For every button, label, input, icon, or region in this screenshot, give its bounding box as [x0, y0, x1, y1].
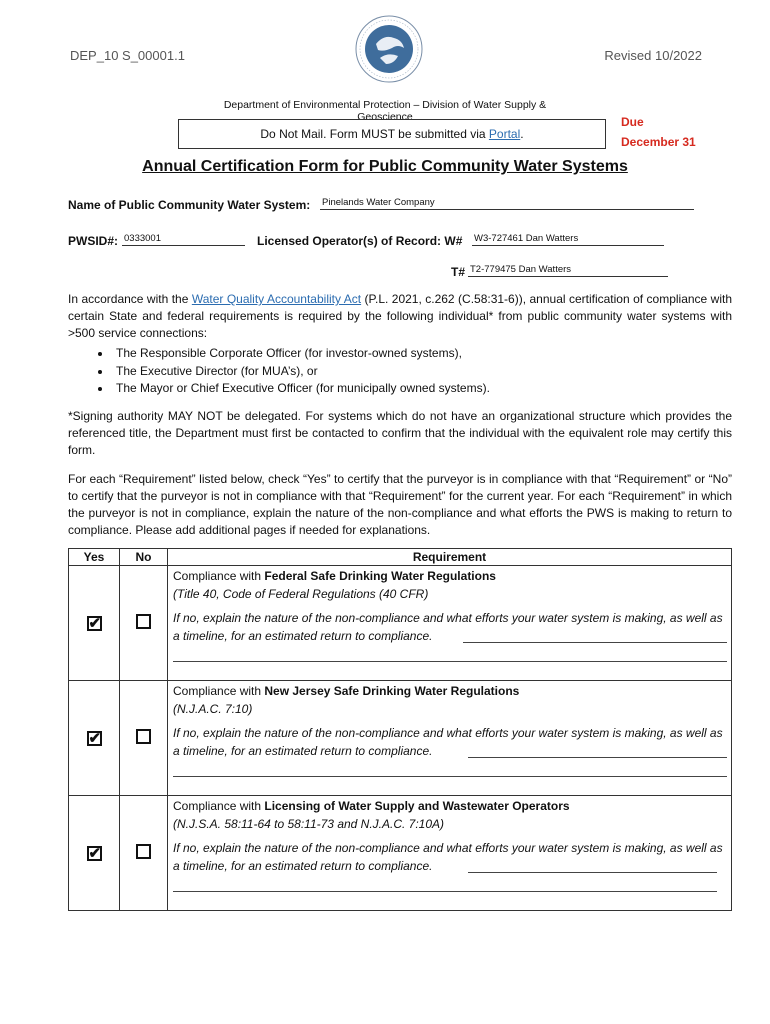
col-yes-header: Yes	[69, 549, 120, 566]
requirement-title: New Jersey Safe Drinking Water Regulations	[264, 684, 520, 698]
due-notice: Due December 31	[621, 115, 696, 149]
instructions-paragraph: For each “Requirement” listed below, check “Yes” to certify that the purveyor is in compliance with that “Requirement” or “No” to certify that the purveyor is not in compliance with that “Requirement” for the current year. For each “Requirement” in which the purveyor is not in compliance, explain the nature of the non-compliance and what efforts the PWS is making to return to compliance. Please add additional pages if needed for explanations.	[68, 472, 732, 537]
nj-dep-seal-icon	[354, 14, 424, 84]
explanation-prompt: If no, explain the nature of the non-compliance and what efforts your water system is making, as well as a timeline, for an estimated return to compliance.	[173, 726, 723, 758]
explanation-line[interactable]	[173, 758, 727, 777]
operator-t-label: T#	[451, 265, 466, 279]
system-name-field[interactable]: Pinelands Water Company	[320, 196, 694, 210]
col-no-header: No	[120, 549, 168, 566]
no-checkbox-nj[interactable]	[136, 729, 151, 744]
pwsid-label: PWSID#:	[68, 234, 119, 248]
signing-authority-note: *Signing authority MAY NOT be delegated. For systems which do not have an organizational structure which provides the referenced title, the Department must first be contacted to confirm that the individual with the equivalent role may certify this form.	[68, 409, 732, 457]
list-item: • The Mayor or Chief Executive Officer (for municipally owned systems).	[112, 380, 732, 398]
requirement-title: Federal Safe Drinking Water Regulations	[264, 569, 496, 583]
no-checkbox-licensing[interactable]	[136, 844, 151, 859]
list-item: • The Executive Director (for MUA’s), or	[112, 363, 732, 381]
explanation-prompt: If no, explain the nature of the non-compliance and what efforts your water system is making, as well as a timeline, for an estimated return to compliance.	[173, 841, 723, 873]
signer-list	[68, 345, 732, 398]
yes-checkbox-licensing[interactable]: ✔	[88, 844, 102, 862]
requirement-citation: (N.J.A.C. 7:10)	[173, 702, 253, 716]
pwsid-field[interactable]: 0333001	[122, 232, 245, 246]
form-title: Annual Certification Form for Public Community Water Systems	[142, 158, 628, 175]
form-id: DEP_10 S_00001.1	[70, 48, 185, 63]
operator-w-field[interactable]: W3-727461 Dan Watters	[472, 232, 664, 246]
table-row: ✔ Compliance with New Jersey Safe Drinking Water Regulations (N.J.A.C. 7:10) If no, explain the nature of the non-compliance and what efforts your water system is making, as well as a timeline, for an estimated return to compliance.	[69, 681, 732, 796]
requirement-title: Licensing of Water Supply and Wastewater Operators	[264, 799, 570, 813]
explanation-line[interactable]	[173, 873, 717, 892]
list-item: • The Responsible Corporate Officer (for investor-owned systems),	[112, 345, 732, 363]
table-row: ✔ Compliance with Federal Safe Drinking Water Regulations (Title 40, Code of Federal Regulations (40 CFR) If no, explain the nature of the non-compliance and what efforts your water system is making, as well as a timeline, for an estimated return to compliance.	[69, 566, 732, 681]
revised-date: Revised 10/2022	[604, 48, 702, 63]
explanation-prompt: If no, explain the nature of the non-compliance and what efforts your water system is making, as well as a timeline, for an estimated return to compliance.	[173, 611, 723, 643]
no-checkbox-federal[interactable]	[136, 614, 151, 629]
requirement-citation: (N.J.S.A. 58:11-64 to 58:11-73 and N.J.A.C. 7:10A)	[173, 817, 445, 831]
requirements-table	[68, 548, 732, 911]
yes-checkbox-nj[interactable]: ✔	[88, 729, 102, 747]
system-name-label: Name of Public Community Water System:	[68, 198, 311, 212]
intro-paragraph: In accordance with the Water Quality Accountability Act (P.L. 2021, c.262 (C.58:31-6)), annual certification of compliance with certain State and federal requirements is required by the following individual* from public community water systems with >500 service connections:	[68, 292, 733, 340]
wqaa-link[interactable]: Water Quality Accountability Act	[191, 292, 362, 306]
col-requirement-header: Requirement	[168, 549, 732, 566]
submission-notice: Do Not Mail. Form MUST be submitted via Portal.	[178, 119, 606, 149]
explanation-line[interactable]	[173, 643, 727, 662]
operator-w-label: Licensed Operator(s) of Record: W#	[257, 234, 463, 248]
operator-t-field[interactable]: T2-779475 Dan Watters	[468, 263, 668, 277]
portal-link[interactable]: Portal	[488, 127, 521, 141]
department-name: Department of Environmental Protection – Division of Water Supply & Geoscience	[223, 99, 547, 123]
requirement-citation: (Title 40, Code of Federal Regulations (40 CFR)	[173, 587, 429, 601]
table-row: ✔ Compliance with Licensing of Water Supply and Wastewater Operators (N.J.S.A. 58:11-64 to 58:11-73 and N.J.A.C. 7:10A) If no, explain the nature of the non-compliance and what efforts your water system is making, as well as a timeline, for an estimated return to compliance.	[69, 796, 732, 911]
yes-checkbox-federal[interactable]: ✔	[88, 614, 102, 632]
